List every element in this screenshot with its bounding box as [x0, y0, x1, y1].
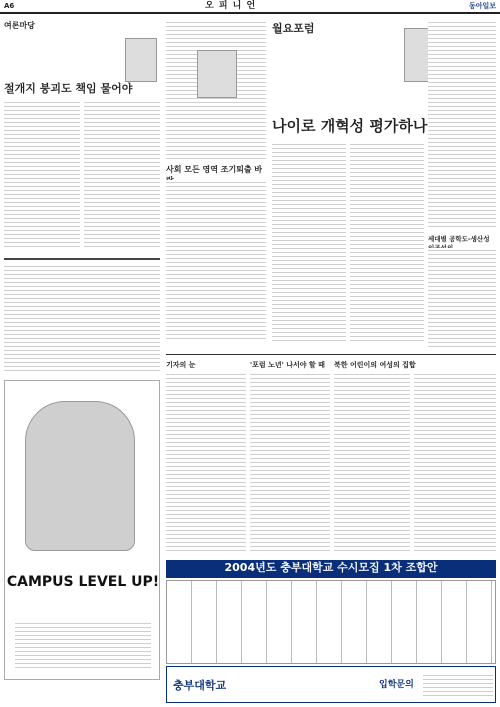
- lower-col-c-text: [334, 372, 410, 552]
- author-photo: [125, 38, 157, 82]
- author-photo: [197, 50, 237, 98]
- center-subhead: 사회 모든 영역 조기퇴출 바: [166, 165, 263, 174]
- ad-banner-title: 2004년도 충부대학교 수시모집 1차 조합안: [224, 561, 438, 574]
- mascot-image: [25, 401, 135, 551]
- campus-slogan: CAMPUS LEVEL UP!: [6, 574, 160, 590]
- newspaper-name: 동아일보: [468, 2, 496, 10]
- school-name: 충부대학교: [173, 679, 227, 692]
- right-body-bottom: [428, 248, 496, 348]
- lower-col-label: 기자의 눈: [166, 361, 196, 369]
- school-ad: [166, 666, 496, 703]
- divider: [166, 354, 496, 355]
- right-body-top: [428, 20, 496, 230]
- column-headline: 절개지 붕괴도 책임 물어야: [4, 82, 133, 95]
- forum-body-1: [272, 142, 346, 342]
- contact-label: 입학문의: [379, 680, 414, 690]
- page-number: A6: [4, 2, 15, 10]
- lower-col-b-text: [250, 372, 330, 552]
- lower-col-a-text: [166, 372, 246, 552]
- forum-headline: 나이로 개혁성 평가하나: [272, 117, 428, 135]
- admission-table: [166, 580, 496, 664]
- ad-banner: [166, 560, 496, 578]
- page-header: [0, 0, 500, 14]
- column-label: 여론마당: [4, 21, 35, 30]
- forum-body-2: [350, 142, 424, 342]
- center-body: [166, 180, 266, 340]
- campus-ad: [4, 380, 160, 680]
- right-subhead: 세대별 공학도-생산성: [428, 235, 490, 243]
- divider: [4, 258, 160, 260]
- column-body-left: [4, 100, 80, 250]
- campus-ad-text: [15, 621, 151, 671]
- forum-label: 월요포럼: [272, 22, 315, 35]
- lower-col-d-text: [414, 372, 496, 552]
- section-title: 오 피 니 언: [205, 1, 257, 11]
- contact-info: [423, 673, 493, 698]
- listing-table: [4, 264, 160, 374]
- lower-col-label: 북한 어린이의 여성의 집합: [334, 361, 416, 369]
- column-body-right: [84, 100, 160, 250]
- lower-col-label: '포럼 노년' 나서야 할 때: [250, 361, 325, 369]
